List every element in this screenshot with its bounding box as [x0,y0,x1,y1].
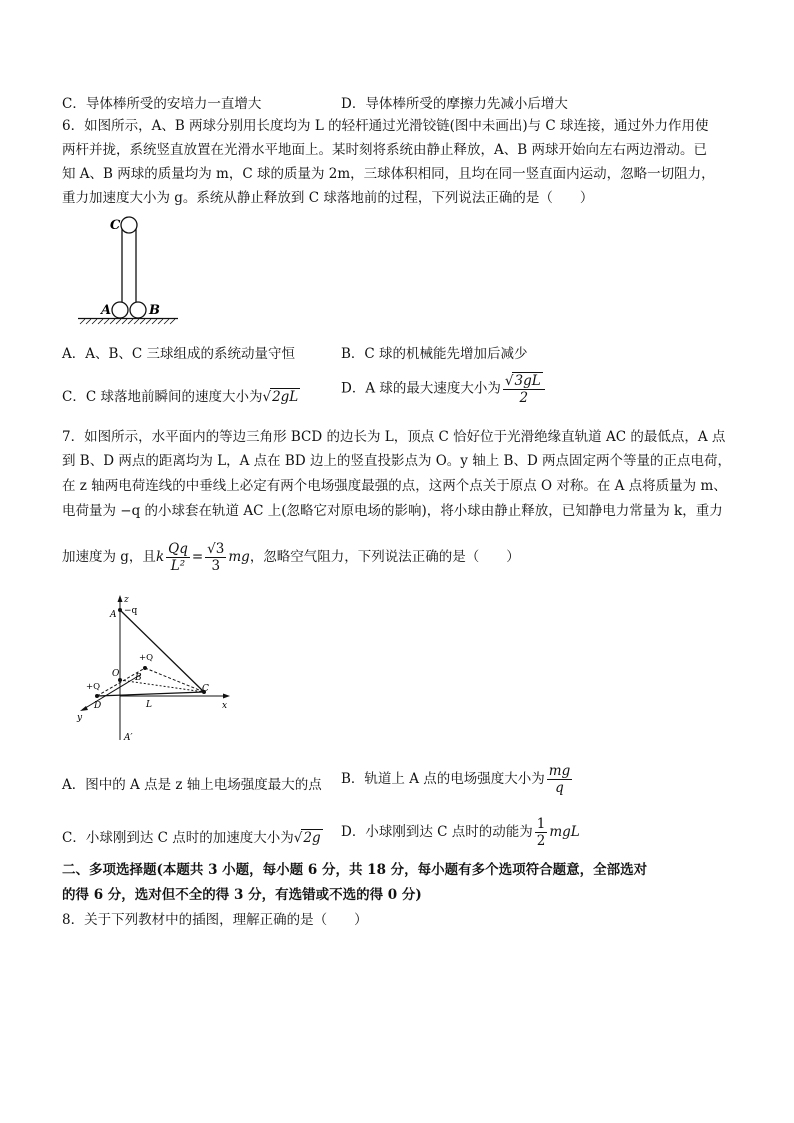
q6-option-d-numerator: 3gL [514,373,541,389]
q6-label-c: C [110,218,121,233]
q7-option-d-denominator: 2 [536,833,546,849]
q7-line5-fraction [166,541,190,574]
q7-option-c-text: C．小球刚到达 C 点时的加速度大小为 [62,830,294,846]
q7-option-d-numerator: 1 [536,816,546,832]
q7-point-b [143,666,147,670]
q5-option-c: C．导体棒所受的安培力一直增大 [62,96,262,112]
q7-option-b [341,763,574,796]
q7-y-axis [82,675,140,710]
q6-label-a: A [101,303,112,318]
q6-option-d-fraction: $\frac{√3gL}{2}$ [503,372,545,406]
q7-option-d [341,816,580,849]
q6-stem-line-3: 知 A、B 两球的质量均为 m，C 球的质量为 2m，三球体积相同，且均在同一竖直面内运动，忽略一切阻力， [62,166,715,182]
q6-ground-hatch [80,319,175,324]
q7-point-a [118,608,122,612]
q7-stem-line-4: 电荷量为 −q 的小球套在轨道 AC 上(忽略它对原电场的影响)，将小球由静止释放，已知静电力常量为 k，重力 [62,503,723,519]
q7-line5-rnumerator: √3 [207,541,225,557]
q6-stem-line-1: 6．如图所示，A、B 两球分别用长度均为 L 的轻杆通过光滑铰链(图中未画出)与 C 球连接，通过外力作用使 [62,118,709,134]
q7-line5-numerator: Qq [168,541,188,557]
q7-stem-line-5 [62,538,520,576]
q7-line5-mg: mg [228,549,250,565]
q6-stem-line-4: 重力加速度大小为 g。系统从静止释放到 C 球落地前的过程，下列说法正确的是（ ） [62,190,594,206]
q6-ball-c [121,217,137,233]
q7-edge-oc [120,680,204,692]
q7-stem-line-1: 7．如图所示，水平面内的等边三角形 BCD 的边长为 L，顶点 C 恰好位于光滑绝缘直轨道 AC 的最低点，A 点 [62,429,726,445]
section-2-heading-line-1: 二、多项选择题(本题共 3 小题，每小题 6 分，共 18 分，每小题有多个选项符合题意，全部选对 [62,862,648,878]
q6-option-c-text: C．C 球落地前瞬间的速度大小为 [62,389,263,405]
q7-option-a: A．图中的 A 点是 z 轴上电场强度最大的点 [62,777,322,793]
q6-option-c-math: √2gL [262,389,299,405]
q7-label-o: O [112,669,120,679]
q6-option-b: B．C 球的机械能先增加后减少 [341,346,528,362]
q7-x-arrow [223,694,230,699]
q7-label-z: z [124,595,129,605]
q8-stem-line-1: 8．关于下列教材中的插图，理解正确的是（ ） [62,912,368,928]
q6-option-d-text: D．A 球的最大速度大小为 [341,380,501,397]
q7-line5-k: k [155,549,165,565]
q7-label-a: A [110,610,117,620]
q6-option-c [62,385,300,405]
q7-figure [72,592,242,750]
q7-z-arrow [118,595,123,602]
q7-option-b-fraction [547,763,572,796]
q7-line5-rfraction [205,541,226,574]
q7-option-d-text: D．小球刚到达 C 点时的动能为 [341,824,533,840]
q6-label-b: B [149,303,160,318]
q7-edge-bc [145,668,204,692]
q7-option-b-text: B．轨道上 A 点的电场强度大小为 [341,771,545,787]
q6-ball-b [130,302,146,318]
q7-option-c-radicand: 2g [303,830,321,846]
q7-line5-suffix: ，忽略空气阻力，下列说法正确的是（ ） [249,549,520,565]
section-2-heading-line-2: 的得 6 分，选对但不全的得 3 分，有选错或不选的得 0 分) [62,887,422,903]
q6-option-c-radicand: 2gL [272,389,299,405]
q7-option-b-numerator: mg [548,763,571,779]
q7-option-d-fraction [535,816,548,849]
q7-point-d [95,694,99,698]
q7-line5-equals: = [191,549,204,565]
q7-label-plus-q-left: +Q [86,682,101,692]
q6-figure [72,212,182,330]
q7-label-a-prime: A′ [124,733,133,743]
q7-option-c [62,826,323,846]
q7-stem-line-3: 在 z 轴两电荷连线的中垂线上必定有两个电场强度最强的点，这两个点关于原点 O 对称。在 A 点将质量为 m、 [62,478,727,494]
q6-ball-a [112,302,128,318]
q7-line5-denominator: L² [170,558,186,574]
q6-option-d [341,372,547,406]
q7-label-plus-q-top: +Q [139,653,154,663]
q7-label-l: L [146,700,152,710]
q7-option-b-denominator: q [555,780,564,796]
q7-line5-prefix: 加速度为 g，且 [62,549,156,565]
q7-line5-rdenominator: 3 [211,558,221,574]
q6-option-d-denominator: 2 [519,390,529,406]
q7-label-c: C [202,684,209,694]
q7-label-x: x [222,701,228,711]
q5-option-d: D．导体棒所受的摩擦力先减小后增大 [341,96,568,112]
q7-label-d: D [94,701,102,711]
q7-option-c-math: √2g [293,830,321,846]
q7-label-minus-q: −q [124,606,138,616]
q7-label-b: B [135,673,142,683]
q7-label-y: y [77,713,83,723]
q6-option-a: A．A、B、C 三球组成的系统动量守恒 [62,346,296,362]
q6-stem-line-2: 两杆并拢，系统竖直放置在光滑水平地面上。某时刻将系统由静止释放，A、B 两球开始向左右两边滑动。已 [62,142,707,158]
q7-stem-line-2: 到 B、D 两点的距离均为 L，A 点在 BD 边上的竖直投影点为 O。y 轴上 B、D 两点固定两个等量的正点电荷， [62,453,732,469]
q7-edge-dc [97,692,204,696]
q7-option-d-suffix: mgL [549,824,580,840]
